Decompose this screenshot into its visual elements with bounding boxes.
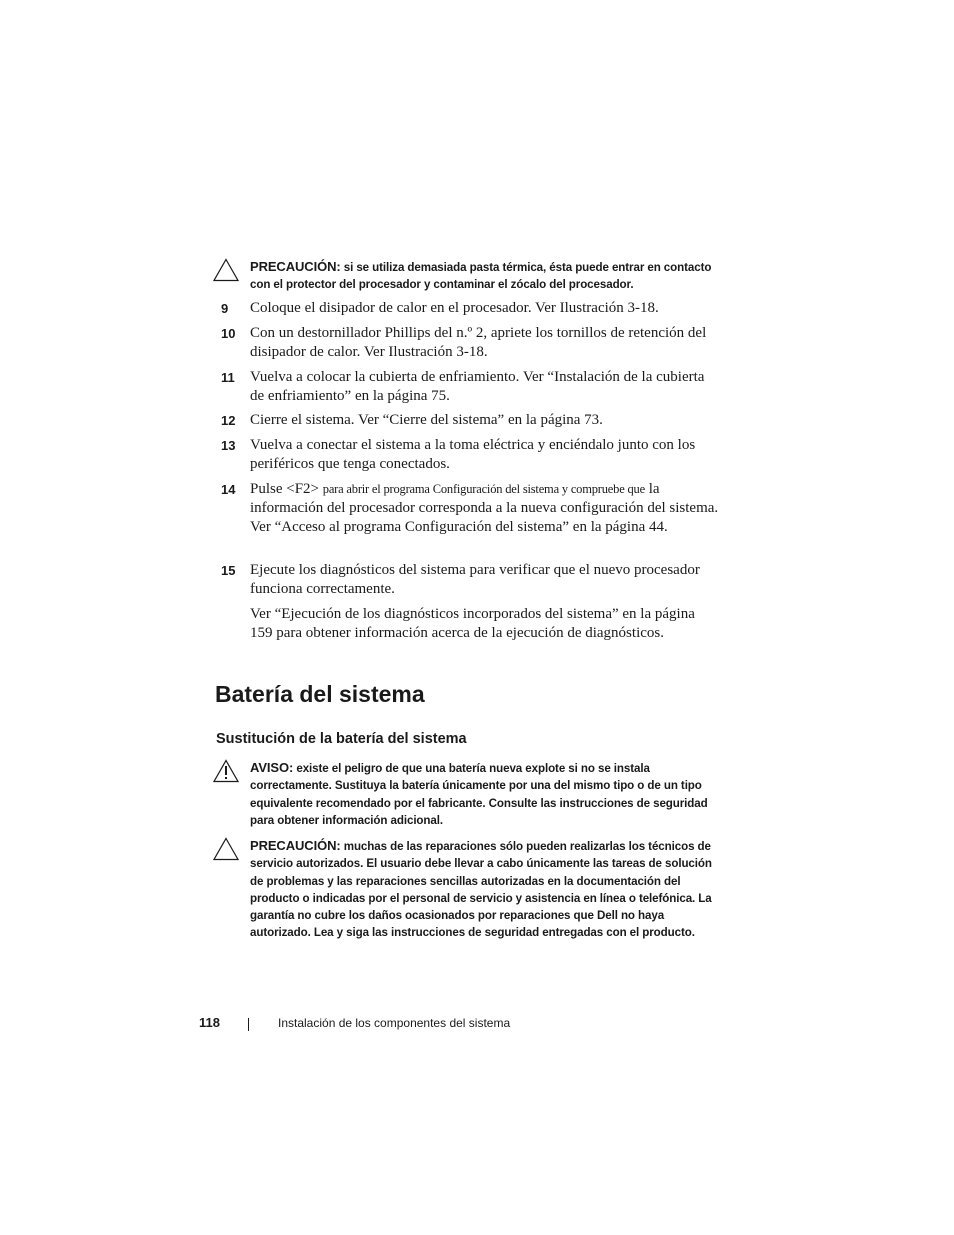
step-text-small: para abrir el programa Configuración del sistema y compruebe que <box>322 482 645 496</box>
step-12 <box>221 411 721 430</box>
step-13 <box>221 436 721 474</box>
warning-text: existe el peligro de que una batería nueva explote si no se instala correctamente. Sustituya la batería únicamente por una del mismo tipo o de un tipo equivalente recomendado por el fabricante. Consulte las instrucciones de seguridad para obtener información adicional. <box>250 762 708 827</box>
footer-divider <box>248 1018 249 1031</box>
step-text: Con un destornillador Phillips del n.º 2, apriete los tornillos de retención del disipador de calor. Ver Ilustración 3-18. <box>250 325 707 360</box>
section-title: Batería del sistema <box>215 681 425 707</box>
caution-notice-repairs <box>213 837 718 942</box>
footer-chapter-title: Instalación de los componentes del sistema <box>278 1016 511 1030</box>
step-text: Coloque el disipador de calor en el procesador. Ver Ilustración 3-18. <box>250 300 659 316</box>
step-text: Ejecute los diagnósticos del sistema para verificar que el nuevo procesador funciona correctamente. <box>250 562 700 597</box>
subsection-title: Sustitución de la batería del sistema <box>216 731 467 747</box>
page-number: 118 <box>199 1015 220 1030</box>
caution-triangle-icon <box>213 258 239 282</box>
step-9 <box>221 299 721 318</box>
step-number: 15 <box>221 563 236 578</box>
step-number: 10 <box>221 326 236 341</box>
step-number: 11 <box>221 370 235 385</box>
warning-notice-battery <box>213 759 718 829</box>
step-number: 13 <box>221 438 236 453</box>
caution-triangle-icon <box>213 837 239 861</box>
step-15 <box>221 561 721 599</box>
step-text: Vuelva a colocar la cubierta de enfriamiento. Ver “Instalación de la cubierta de enfriamiento” en la página 75. <box>250 369 705 404</box>
step-15-note: Ver “Ejecución de los diagnósticos incorporados del sistema” en la página 159 para obtener información acerca de la ejecución de diagnósticos. <box>250 606 695 641</box>
step-number: 9 <box>221 301 229 316</box>
step-14 <box>221 480 721 536</box>
caution-text: si se utiliza demasiada pasta térmica, ésta puede entrar en contacto con el protector del procesador y contaminar el zócalo del procesador. <box>250 261 712 292</box>
step-number: 14 <box>221 482 236 497</box>
caution-label: PRECAUCIÓN: <box>250 259 341 274</box>
caution-label: PRECAUCIÓN: <box>250 838 341 853</box>
warning-triangle-icon <box>213 759 239 783</box>
caution-notice-thermal-paste <box>213 258 718 294</box>
step-10 <box>221 324 721 362</box>
warning-label: AVISO: <box>250 760 294 775</box>
caution-text: muchas de las reparaciones sólo pueden realizarlas los técnicos de servicio autorizados. El usuario debe llevar a cabo únicamente las tareas de solución de problemas y las reparaciones sencillas autorizadas en la documentación del producto o indicadas por el personal de servicio y asistencia en línea o telefónica. La garantía no cubre los daños ocasionados por reparaciones que Dell no haya autorizado. Lea y siga las instrucciones de seguridad entregadas con el producto. <box>250 840 712 940</box>
step-text-start: Pulse <F2> <box>250 481 323 497</box>
step-11 <box>221 368 721 406</box>
step-text: Cierre el sistema. Ver “Cierre del sistema” en la página 73. <box>250 412 603 428</box>
step-text-end: la información del procesador corresponda a la nueva configuración del sistema. Ver “Acceso al programa Configuración del sistema” en la página 44. <box>250 481 719 535</box>
step-text: Vuelva a conectar el sistema a la toma eléctrica y enciéndalo junto con los periféricos que tenga conectados. <box>250 437 696 472</box>
step-number: 12 <box>221 413 236 428</box>
